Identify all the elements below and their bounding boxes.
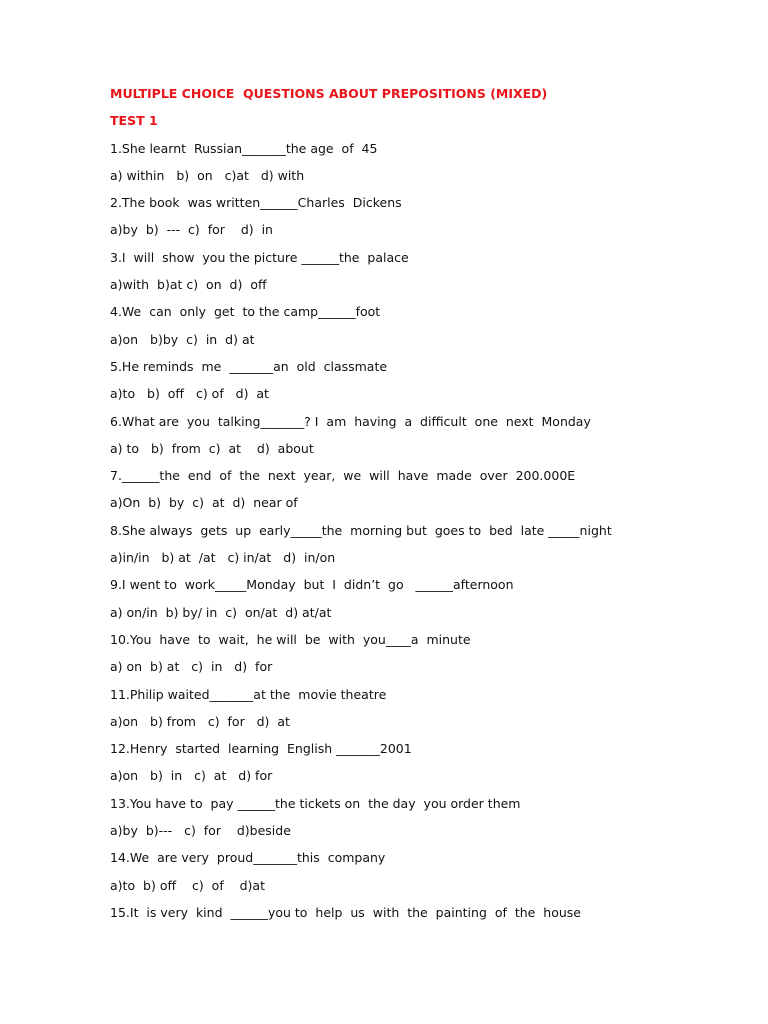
question-11: 11.Philip waited_______at the movie theatre bbox=[110, 686, 387, 702]
answers-14: a)to b) off c) of d)at bbox=[110, 877, 265, 893]
answers-8: a)in/in b) at /at c) in/at d) in/on bbox=[110, 550, 336, 566]
question-4: 4.We can only get to the camp______foot bbox=[110, 304, 381, 320]
answers-10: a) on b) at c) in d) for bbox=[110, 659, 273, 675]
question-6: 6.What are you talking_______? I am having a difficult one next Monday bbox=[110, 413, 591, 429]
document-content bbox=[110, 84, 730, 930]
test-label: TEST 1 bbox=[110, 113, 158, 129]
question-9: 9.I went to work_____Monday but I didn’t go ______afternoon bbox=[110, 577, 514, 593]
question-5: 5.He reminds me _______an old classmate bbox=[110, 358, 388, 374]
question-15: 15.It is very kind ______you to help us with the painting of the house bbox=[110, 904, 581, 920]
answers-3: a)with b)at c) on d) off bbox=[110, 277, 267, 293]
answers-7: a)On b) by c) at d) near of bbox=[110, 495, 298, 511]
question-7: 7.______the end of the next year, we will have made over 200.000E bbox=[110, 468, 576, 484]
answers-5: a)to b) off c) of d) at bbox=[110, 386, 269, 402]
question-1: 1.She learnt Russian_______the age of 45 bbox=[110, 140, 378, 156]
question-3: 3.I will show you the picture ______the palace bbox=[110, 249, 409, 265]
answers-12: a)on b) in c) at d) for bbox=[110, 768, 273, 784]
question-13: 13.You have to pay ______the tickets on the day you order them bbox=[110, 795, 521, 811]
answers-2: a)by b) --- c) for d) in bbox=[110, 222, 273, 238]
question-12: 12.Henry started learning English _______2001 bbox=[110, 741, 412, 757]
question-10: 10.You have to wait, he will be with you____a minute bbox=[110, 631, 471, 647]
document-title: MULTIPLE CHOICE QUESTIONS ABOUT PREPOSITIONS (MIXED) bbox=[110, 86, 548, 101]
question-14: 14.We are very proud_______this company bbox=[110, 850, 386, 866]
question-2: 2.The book was written______Charles Dickens bbox=[110, 195, 402, 211]
answers-4: a)on b)by c) in d) at bbox=[110, 331, 255, 347]
answers-9: a) on/in b) by/ in c) on/at d) at/at bbox=[110, 604, 332, 620]
answers-13: a)by b)--- c) for d)beside bbox=[110, 823, 291, 839]
answers-11: a)on b) from c) for d) at bbox=[110, 713, 290, 729]
answers-1: a) within b) on c)at d) with bbox=[110, 167, 305, 183]
answers-6: a) to b) from c) at d) about bbox=[110, 440, 314, 456]
question-8: 8.She always gets up early_____the morning but goes to bed late _____night bbox=[110, 522, 612, 538]
